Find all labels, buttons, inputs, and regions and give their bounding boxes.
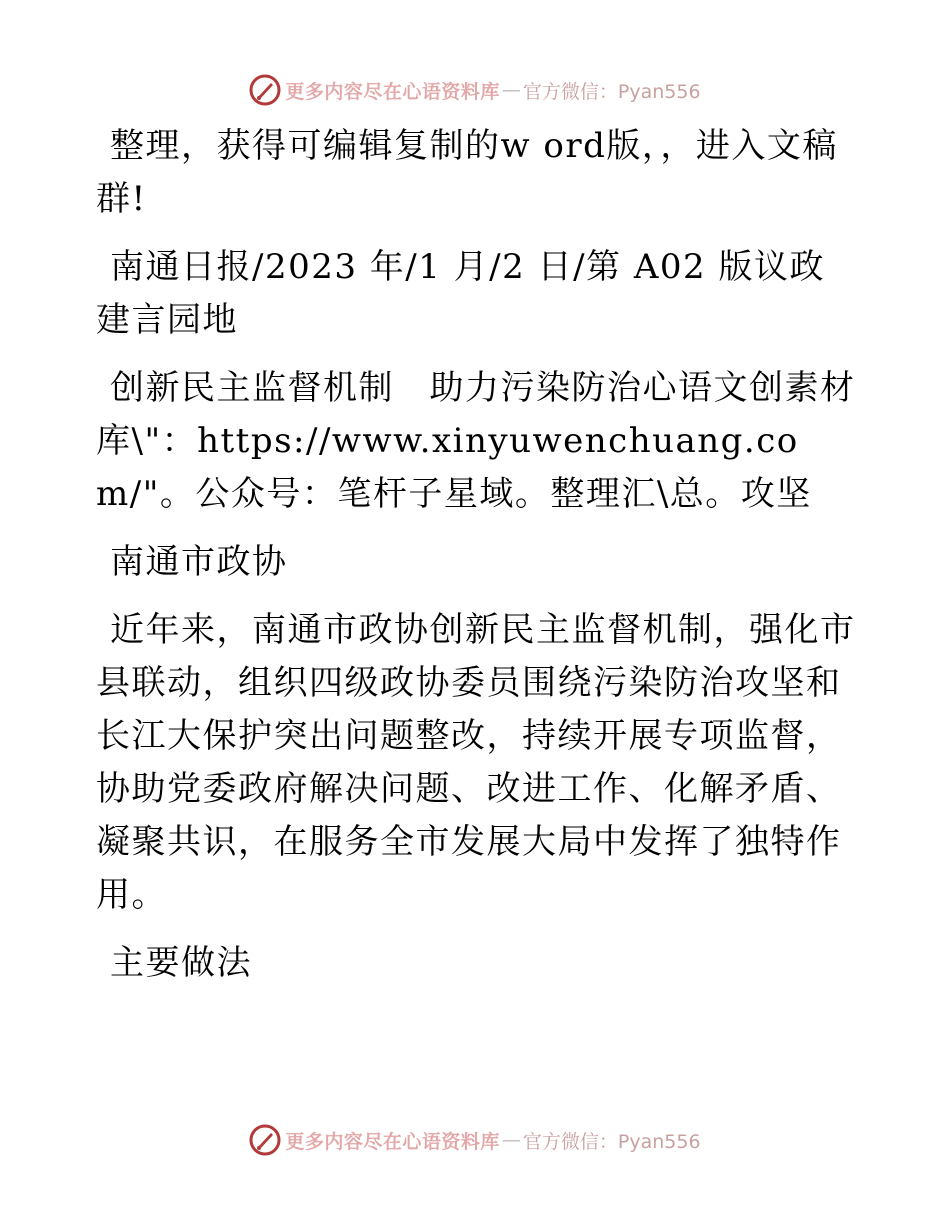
paragraph-source: 南通日报/2023 年/1 月/2 日/第 A02 版议政建言园地	[96, 247, 825, 340]
document-body	[96, 120, 856, 1005]
paragraph-body: 近年来，南通市政协创新民主监督机制，强化市县联动，组织四级政协委员围绕污染防治攻坚和长江大保护突出问题整改，持续开展专项监督，协助党委政府解决问题、改进工作、化解矛盾、凝聚共识，在服务全市发展大局中发挥了独特作用。	[96, 610, 856, 915]
watermark-separator: —	[501, 79, 521, 101]
quill-pen-circle-icon	[249, 1124, 281, 1156]
header-watermark	[0, 73, 950, 107]
watermark-wechat: 官方微信：Pyan556	[522, 1130, 701, 1153]
paragraph-author: 南通市政协	[110, 542, 288, 582]
watermark-wechat: 官方微信：Pyan556	[522, 80, 701, 103]
watermark-separator: —	[501, 1129, 521, 1151]
paragraph-section-heading: 主要做法	[110, 943, 252, 983]
quill-pen-circle-icon	[249, 74, 281, 106]
paragraph-intro-note: 整理，获得可编辑复制的w ord版，，进入文稿群!	[96, 126, 838, 219]
footer-watermark	[0, 1123, 950, 1157]
paragraph-article-title: 创新民主监督机制 助力污染防治心语文创素材库\"：https://www.xinyuwenchuang.com/"。公众号：笔杆子星域。整理汇\总。攻坚	[96, 368, 856, 514]
watermark-text: 更多内容尽在心语资料库	[285, 80, 500, 103]
watermark-text: 更多内容尽在心语资料库	[285, 1130, 500, 1153]
